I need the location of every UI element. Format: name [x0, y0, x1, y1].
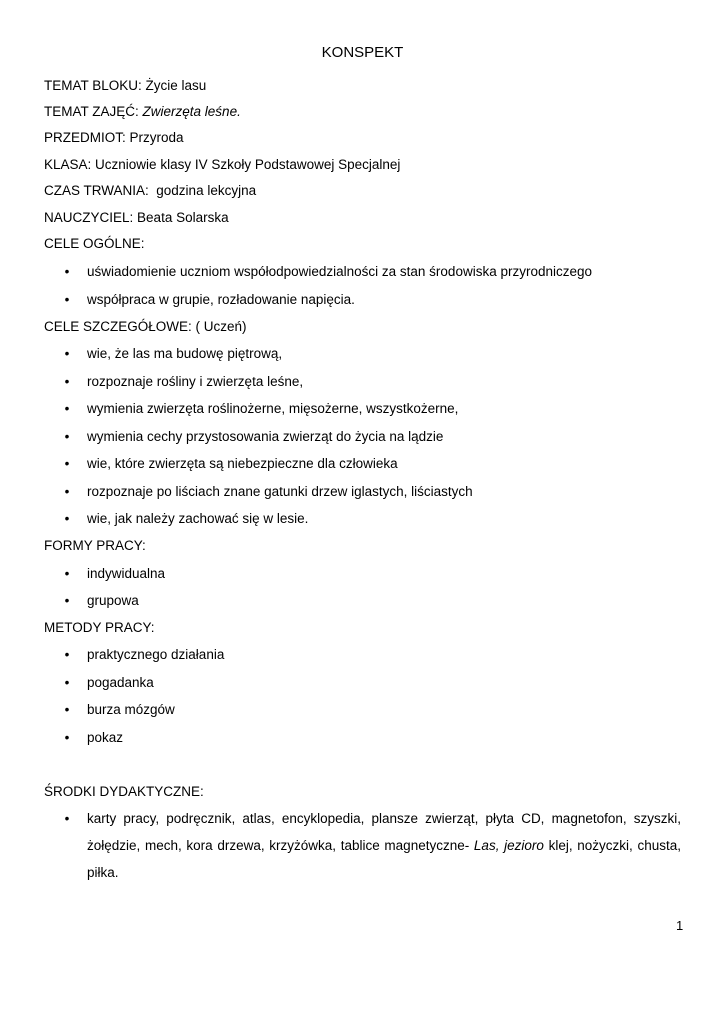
klasa-label: KLASA: — [44, 157, 92, 172]
bullet-icon: • — [64, 566, 70, 581]
temat-bloku-value: Życie lasu — [145, 78, 207, 93]
temat-bloku-label: TEMAT BLOKU: — [44, 78, 142, 93]
temat-zajec-line — [44, 104, 241, 119]
srodki-line-2-italic: Las, jezioro — [473, 838, 544, 853]
nauczyciel-label: NAUCZYCIEL: — [44, 210, 134, 225]
czas-value: godzina lekcyjna — [156, 183, 257, 198]
srodki-line-2-start: żołędzie, mech, kora drzewa, krzyżówka, tablice magnetyczne- — [87, 838, 470, 853]
bullet-icon: • — [64, 264, 70, 279]
klasa-line — [44, 157, 400, 172]
temat-zajec-value: Zwierzęta leśne. — [142, 104, 241, 119]
nauczyciel-value: Beata Solarska — [137, 210, 229, 225]
bullet-icon: • — [64, 484, 70, 499]
bullet-icon: • — [64, 647, 70, 662]
bullet-icon: • — [64, 292, 70, 307]
klasa-value: Uczniowie klasy IV Szkoły Podstawowej Specjalnej — [95, 157, 401, 172]
list-item: rozpoznaje rośliny i zwierzęta leśne, — [87, 374, 304, 389]
bullet-icon: • — [64, 675, 70, 690]
srodki-line-2 — [87, 838, 681, 853]
list-item: indywidualna — [87, 566, 166, 581]
metody-pracy-heading: METODY PRACY: — [44, 620, 155, 635]
srodki-line-3: piłka. — [87, 865, 119, 880]
list-item: grupowa — [87, 593, 139, 608]
list-item: współpraca w grupie, rozładowanie napięcia. — [87, 292, 355, 307]
przedmiot-value: Przyroda — [129, 130, 184, 145]
bullet-icon: • — [64, 702, 70, 717]
przedmiot-line — [44, 130, 184, 145]
bullet-icon: • — [64, 593, 70, 608]
bullet-icon: • — [64, 401, 70, 416]
czas-label: CZAS TRWANIA: — [44, 183, 149, 198]
list-item: pokaz — [87, 730, 124, 745]
bullet-icon: • — [64, 730, 70, 745]
list-item: rozpoznaje po liściach znane gatunki drzew iglastych, liściastych — [87, 484, 473, 499]
cele-szczegolowe-heading: CELE SZCZEGÓŁOWE: ( Uczeń) — [44, 319, 247, 334]
bullet-icon: • — [64, 511, 70, 526]
srodki-line-2-end: klej, nożyczki, chusta, — [548, 838, 681, 853]
list-item: burza mózgów — [87, 702, 175, 717]
srodki-heading: ŚRODKI DYDAKTYCZNE: — [44, 784, 204, 799]
list-item: wie, które zwierzęta są niebezpieczne dla człowieka — [87, 456, 398, 471]
cele-ogolne-heading: CELE OGÓLNE: — [44, 236, 145, 251]
formy-pracy-heading: FORMY PRACY: — [44, 538, 146, 553]
bullet-icon: • — [64, 811, 70, 826]
list-item: wymienia cechy przystosowania zwierząt do życia na lądzie — [87, 429, 444, 444]
list-item: wie, że las ma budowę piętrową, — [87, 346, 283, 361]
temat-bloku-line — [44, 78, 206, 93]
list-item: wymienia zwierzęta roślinożerne, mięsożerne, wszystkożerne, — [87, 401, 459, 416]
bullet-icon: • — [64, 346, 70, 361]
bullet-icon: • — [64, 374, 70, 389]
list-item: praktycznego działania — [87, 647, 225, 662]
srodki-line-1: karty pracy, podręcznik, atlas, encyklopedia, plansze zwierząt, płyta CD, magnetofon, szyszki, — [87, 811, 681, 826]
list-item: uświadomienie uczniom współodpowiedzialności za stan środowiska przyrodniczego — [87, 264, 593, 279]
nauczyciel-line — [44, 210, 229, 225]
bullet-icon: • — [64, 456, 70, 471]
czas-trwania-line — [44, 183, 256, 198]
list-item: wie, jak należy zachować się w lesie. — [87, 511, 309, 526]
bullet-icon: • — [64, 429, 70, 444]
document-title: KONSPEKT — [321, 44, 404, 61]
przedmiot-label: PRZEDMIOT: — [44, 130, 126, 145]
page-number: 1 — [676, 918, 684, 933]
temat-zajec-label: TEMAT ZAJĘĆ: — [44, 104, 139, 119]
list-item: pogadanka — [87, 675, 154, 690]
